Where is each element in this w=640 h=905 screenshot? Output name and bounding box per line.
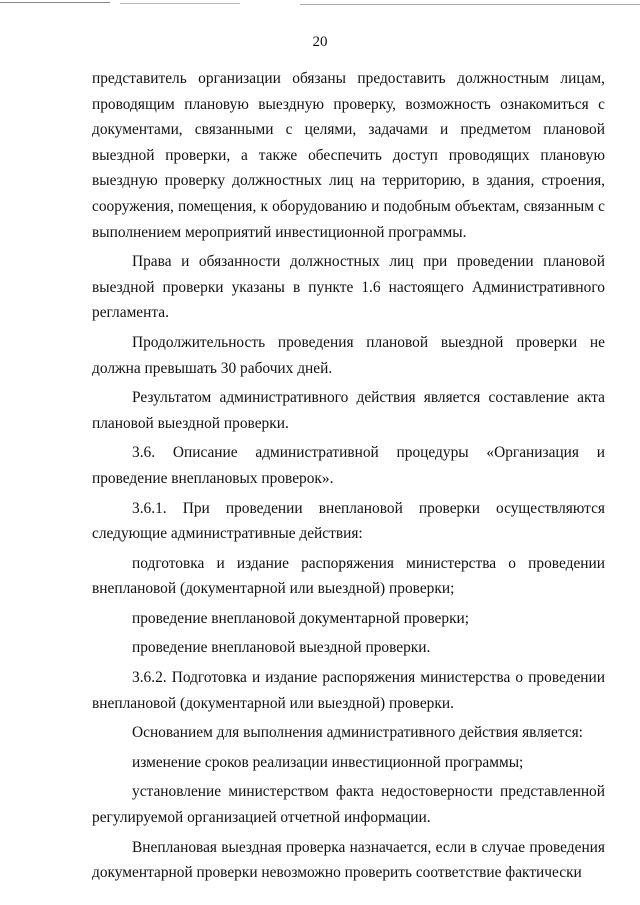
scan-line-segment (0, 2, 110, 3)
list-item: установление министерством факта недостоверности представленной регулируемой организацией отчетной информации. (92, 783, 605, 827)
list-item: проведение внеплановой выездной проверки. (132, 639, 431, 657)
section-heading-3-6: 3.6. Описание административной процедуры «Организация и проведение внеплановых проверок». (92, 444, 605, 487)
list-item: изменение сроков реализации инвестиционной программы; (132, 753, 524, 771)
paragraph-duration: Продолжительность проведения плановой выездной проверки не должна превышать 30 рабочих дней. (92, 333, 605, 377)
paragraph-3-6-2: 3.6.2. Подготовка и издание распоряжения министерства о проведении внеплановой (документарной или выездной) проверки. (92, 669, 605, 712)
scan-top-border (0, 0, 640, 6)
scan-line-segment (300, 4, 640, 5)
document-body (92, 66, 605, 890)
page-number: 20 (312, 34, 328, 50)
scan-line-segment (120, 3, 240, 4)
list-item: подготовка и издание распоряжения министерства о проведении внеплановой (документарной или выездной) проверки; (92, 554, 605, 598)
paragraph-basis: Основанием для выполнения административного действия является: (132, 724, 583, 742)
paragraph-rights-duties: Права и обязанности должностных лиц при проведении плановой выездной проверки указаны в пункте 1.6 настоящего Административного регламента. (92, 253, 605, 322)
paragraph-continuation: представитель организации обязаны предоставить должностным лицам, проводящим плановую выездную проверку, возможность ознакомиться с документами, связанными с целями, задачами и предметом плановой выездной проверки, а также обеспечить доступ проводящих плановую выездную проверку должностных лиц на территорию, в здания, строения, сооружения, помещения, к оборудованию и подобным объектам, связанным с выполнением мероприятий инвестиционной программы. (92, 70, 605, 241)
paragraph-result: Результатом административного действия является составление акта плановой выездной проверки. (92, 389, 605, 432)
paragraph-unscheduled-onsite: Внеплановая выездная проверка назначается, если в случае проведения документарной проверки невозможно проверить соответствие фактически (92, 838, 605, 882)
list-item: проведение внеплановой документарной проверки; (132, 609, 470, 627)
paragraph-3-6-1: 3.6.1. При проведении внеплановой проверки осуществляются следующие административные действия: (92, 499, 605, 543)
